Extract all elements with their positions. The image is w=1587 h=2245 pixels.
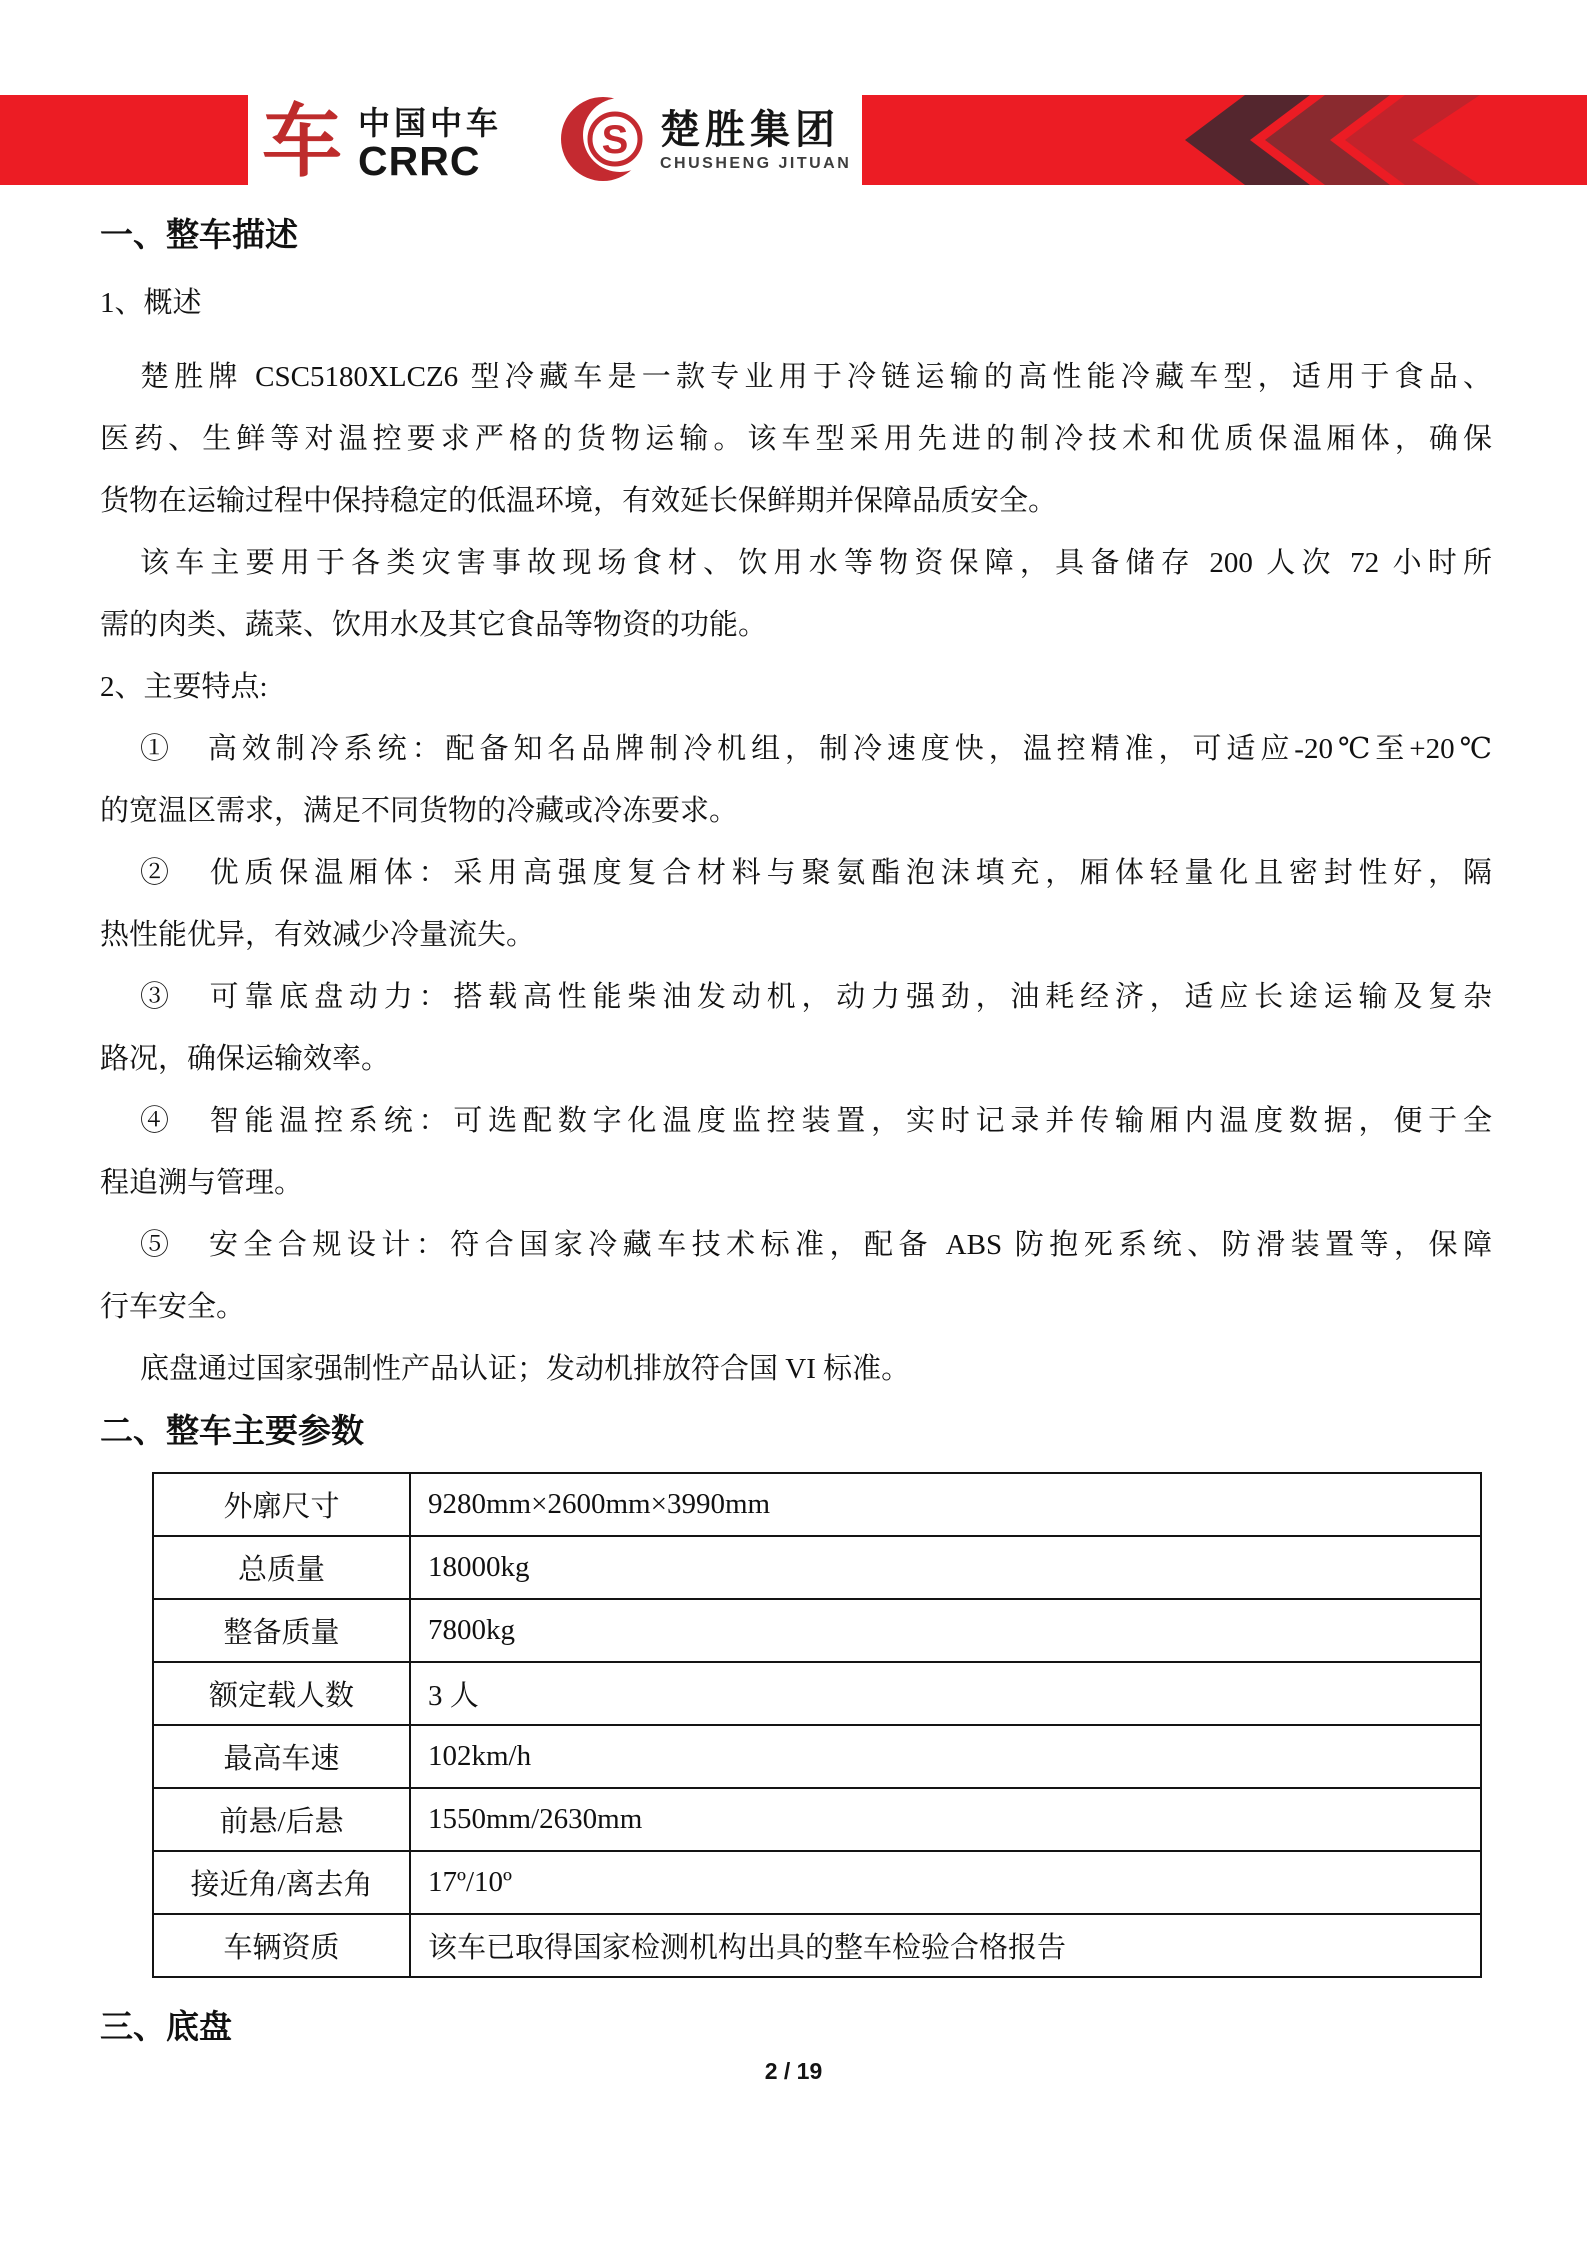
features-label: 2、主要特点: bbox=[100, 671, 268, 703]
page-footer bbox=[0, 2058, 1587, 2084]
parameters-table bbox=[152, 1472, 1482, 1978]
chusheng-s-icon bbox=[558, 93, 650, 190]
chusheng-logo bbox=[558, 96, 851, 186]
crrc-name-zh: 中国中车 bbox=[358, 105, 503, 141]
crrc-logo bbox=[262, 98, 502, 188]
parameter-value: 9280mm×2600mm×3990mm bbox=[410, 1473, 1481, 1536]
feature-item-4 bbox=[100, 1090, 1492, 1214]
document-body bbox=[100, 212, 1492, 2052]
compliance-note: 底盘通过国家强制性产品认证；发动机排放符合国 VI 标准。 bbox=[140, 1353, 911, 1385]
parameter-row bbox=[153, 1725, 1481, 1788]
section-1-heading: 一、整车描述 bbox=[100, 218, 298, 254]
section-2-heading: 二、整车主要参数 bbox=[100, 1414, 364, 1450]
parameter-value: 18000kg bbox=[410, 1536, 1481, 1599]
header-right-red-band bbox=[862, 95, 1587, 185]
parameter-row bbox=[153, 1599, 1481, 1662]
parameter-label: 整备质量 bbox=[153, 1599, 410, 1662]
feature-item-5 bbox=[100, 1214, 1492, 1338]
parameter-value: 102km/h bbox=[410, 1725, 1481, 1788]
text-line: 该车主要用于各类灾害事故现场食材、饮用水等物资保障，具备储存 200 人次 72 小时所 bbox=[140, 547, 1492, 579]
page-number: 2 / 19 bbox=[764, 2058, 823, 2084]
parameter-value: 该车已取得国家检测机构出具的整车检验合格报告 bbox=[410, 1914, 1481, 1977]
paragraph-overview-2 bbox=[100, 532, 1492, 656]
text-line: 路况，确保运输效率。 bbox=[100, 1043, 391, 1075]
chusheng-name-zh: 楚胜集团 bbox=[660, 108, 840, 152]
parameter-label: 接近角/离去角 bbox=[153, 1851, 410, 1914]
text-line: ② 优质保温厢体：采用高强度复合材料与聚氨酯泡沫填充，厢体轻量化且密封性好，隔 bbox=[140, 857, 1492, 889]
feature-item-3 bbox=[100, 966, 1492, 1090]
text-line: 货物在运输过程中保持稳定的低温环境，有效延长保鲜期并保障品质安全。 bbox=[100, 485, 1058, 517]
text-line: 程追溯与管理。 bbox=[100, 1167, 304, 1199]
chevron-left-icons bbox=[1150, 95, 1480, 185]
parameter-label: 总质量 bbox=[153, 1536, 410, 1599]
parameter-label: 外廓尺寸 bbox=[153, 1473, 410, 1536]
overview-label: 1、概述 bbox=[100, 287, 202, 319]
svg-text:S: S bbox=[601, 117, 629, 162]
text-line: ⑤ 安全合规设计：符合国家冷藏车技术标准，配备 ABS 防抱死系统、防滑装置等，保障 bbox=[140, 1229, 1492, 1261]
section-3-heading: 三、底盘 bbox=[100, 2010, 232, 2046]
parameter-row bbox=[153, 1473, 1481, 1536]
text-line: 医药、生鲜等对温控要求严格的货物运输。该车型采用先进的制冷技术和优质保温厢体，确保 bbox=[100, 423, 1492, 455]
text-line: ③ 可靠底盘动力：搭载高性能柴油发动机，动力强劲，油耗经济，适应长途运输及复杂 bbox=[140, 981, 1492, 1013]
parameter-label: 最高车速 bbox=[153, 1725, 410, 1788]
paragraph-overview-1 bbox=[100, 346, 1492, 532]
parameter-row bbox=[153, 1536, 1481, 1599]
parameter-value: 7800kg bbox=[410, 1599, 1481, 1662]
parameter-value: 17º/10º bbox=[410, 1851, 1481, 1914]
text-line: 楚胜牌 CSC5180XLCZ6 型冷藏车是一款专业用于冷链运输的高性能冷藏车型，适用于食品、 bbox=[140, 361, 1492, 393]
text-line: ④ 智能温控系统：可选配数字化温度监控装置，实时记录并传输厢内温度数据，便于全 bbox=[140, 1105, 1492, 1137]
parameter-row bbox=[153, 1914, 1481, 1977]
header-left-red-block bbox=[0, 95, 248, 185]
crrc-name-en: CRRC bbox=[358, 138, 481, 184]
feature-item-2 bbox=[100, 842, 1492, 966]
parameter-value: 1550mm/2630mm bbox=[410, 1788, 1481, 1851]
crrc-emblem-icon: 车 bbox=[262, 99, 342, 187]
parameter-row bbox=[153, 1662, 1481, 1725]
parameter-row bbox=[153, 1851, 1481, 1914]
text-line: ① 高效制冷系统：配备知名品牌制冷机组，制冷速度快，温控精准，可适应-20℃至+20℃ bbox=[140, 733, 1492, 765]
chusheng-logo-text bbox=[660, 107, 851, 175]
text-line: 热性能优异，有效减少冷量流失。 bbox=[100, 919, 536, 951]
text-line: 行车安全。 bbox=[100, 1291, 246, 1323]
text-line: 需的肉类、蔬菜、饮用水及其它食品等物资的功能。 bbox=[100, 609, 768, 641]
feature-item-1 bbox=[100, 718, 1492, 842]
parameter-label: 车辆资质 bbox=[153, 1914, 410, 1977]
parameter-value: 3 人 bbox=[410, 1662, 1481, 1725]
parameter-row bbox=[153, 1788, 1481, 1851]
parameter-label: 额定载人数 bbox=[153, 1662, 410, 1725]
chusheng-name-en: CHUSHENG JITUAN bbox=[660, 155, 852, 172]
crrc-logo-text bbox=[358, 105, 503, 184]
text-line: 的宽温区需求，满足不同货物的冷藏或冷冻要求。 bbox=[100, 795, 739, 827]
parameter-label: 前悬/后悬 bbox=[153, 1788, 410, 1851]
